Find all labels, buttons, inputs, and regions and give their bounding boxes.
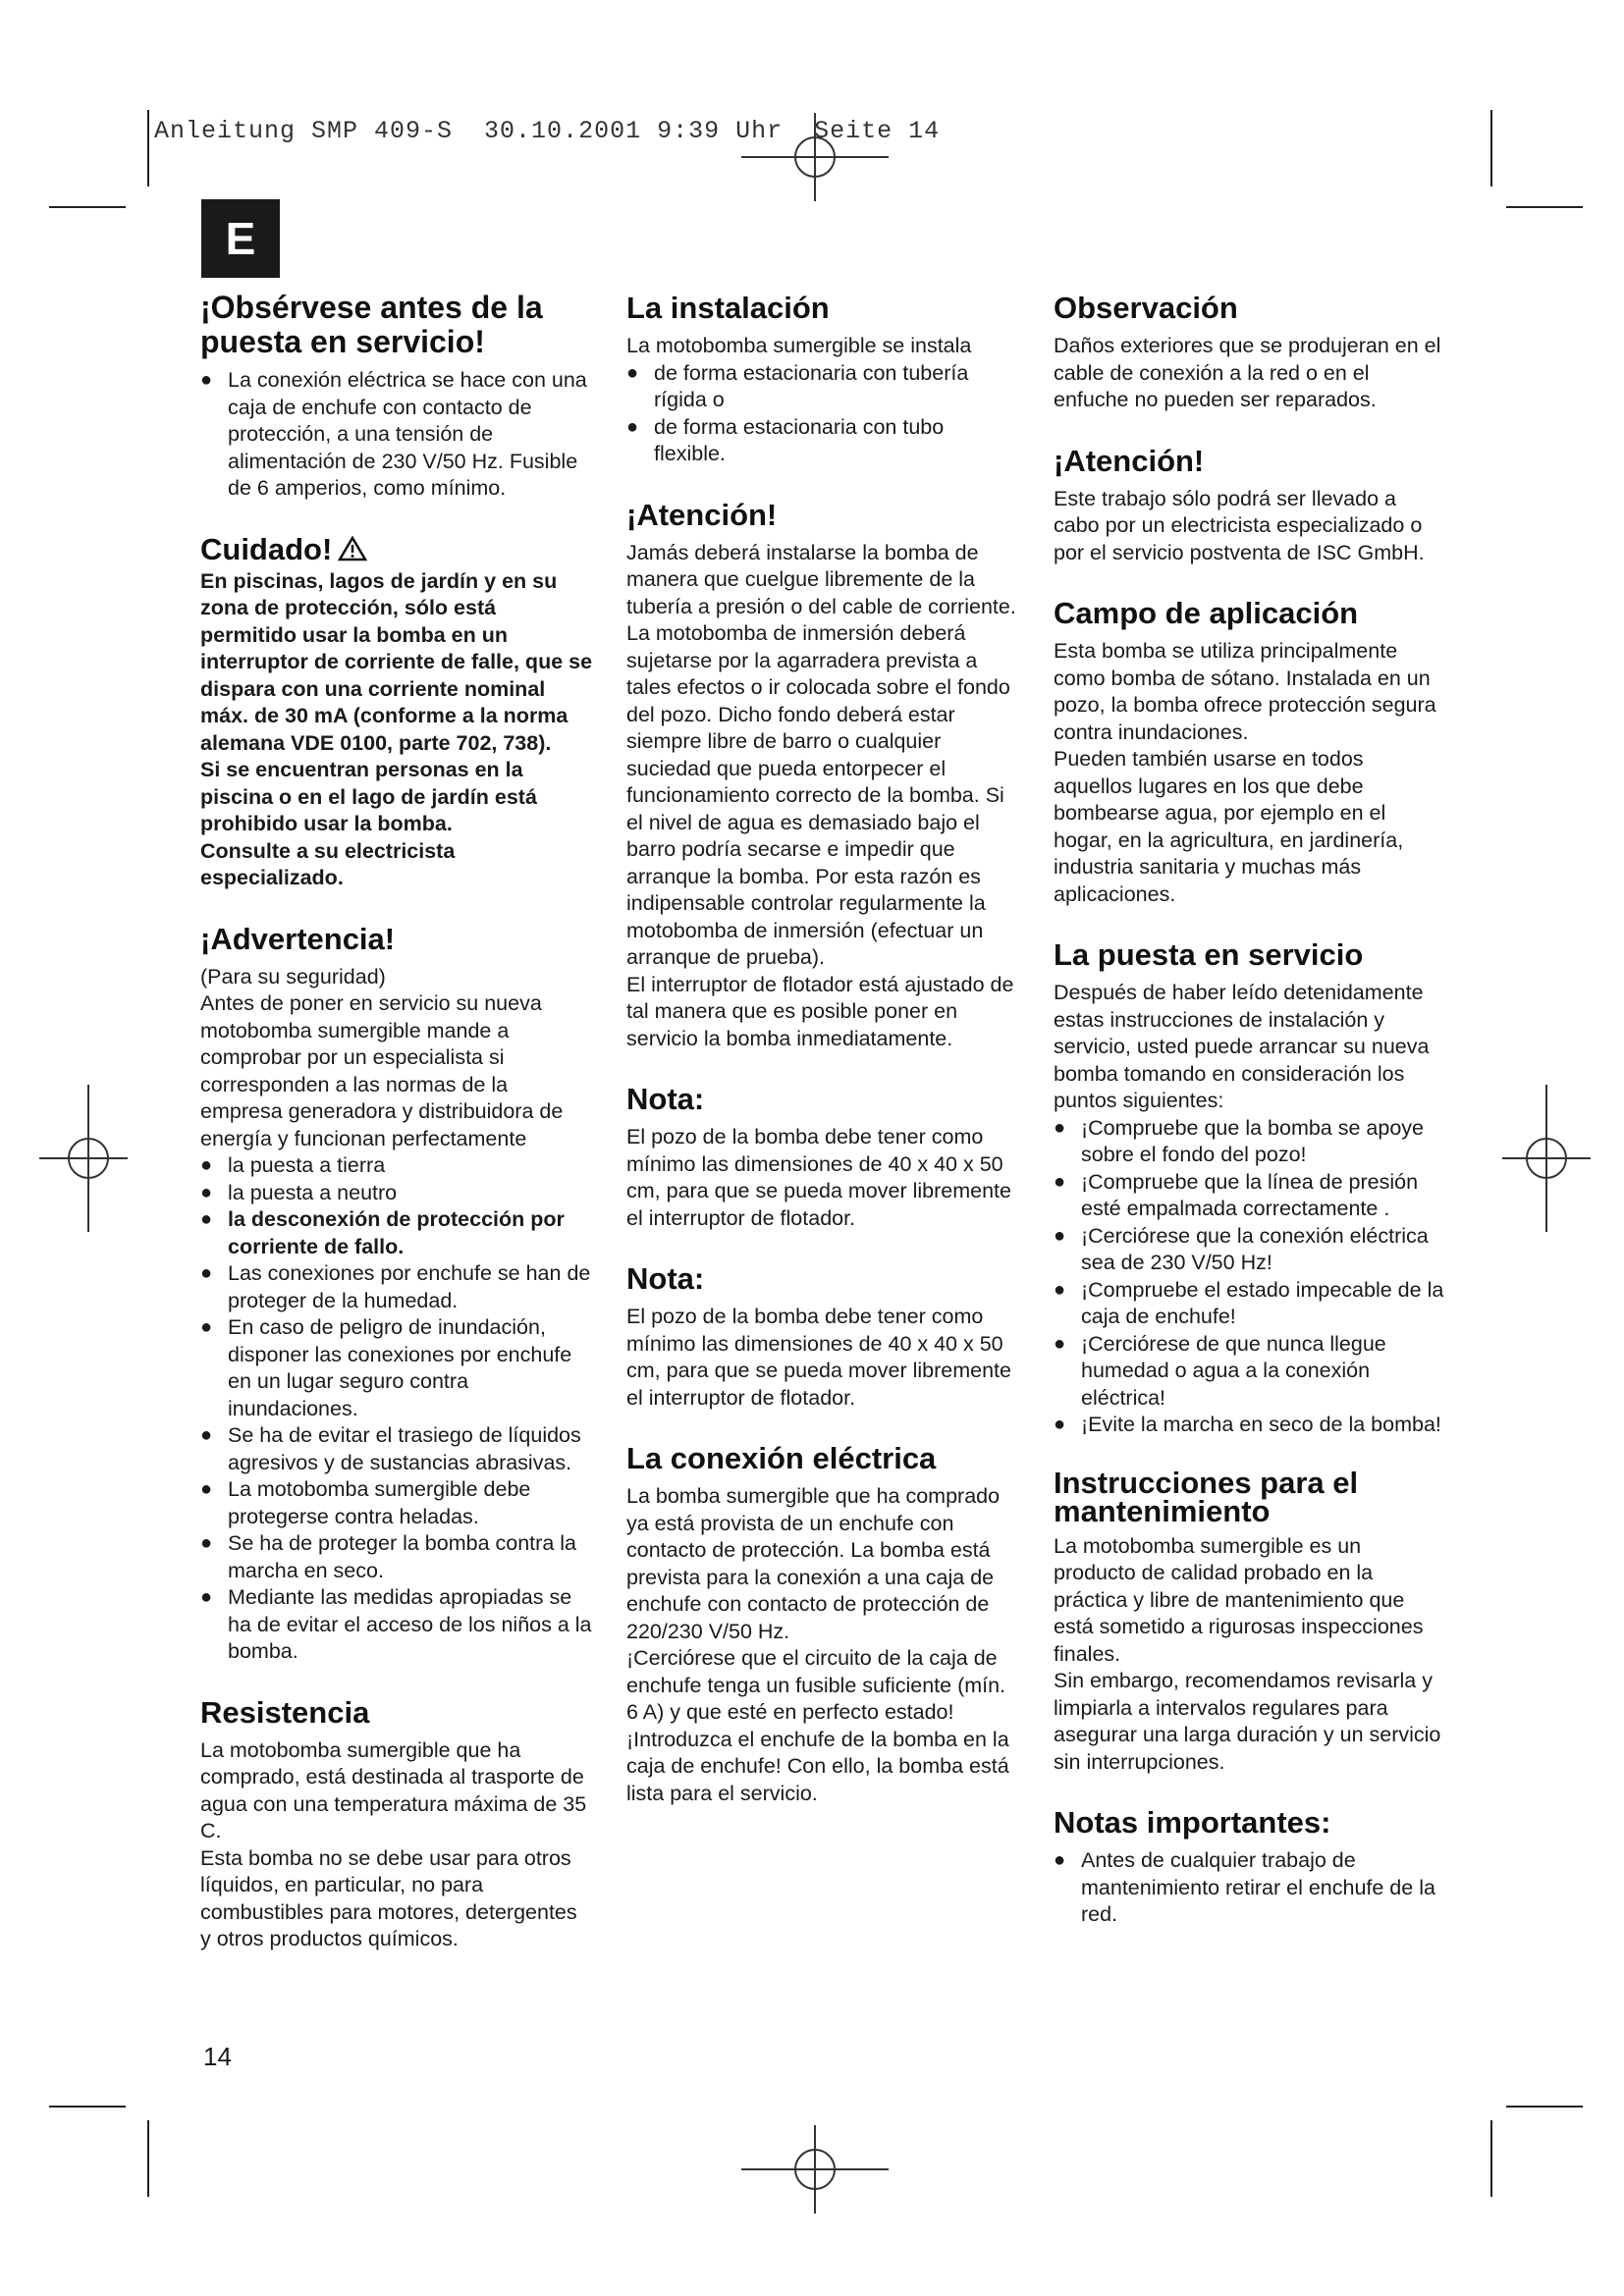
list-item: ● La conexión eléctrica se hace con una caja de enchufe con contacto de protección, a una tensión de alimentación de 230 V/50 Hz. Fusible de 6 amperios, como mínimo. — [200, 367, 593, 503]
paragraph: (Para su seguridad) — [200, 964, 386, 988]
paragraph: Pueden también usarse en todos aquellos lugares en los que debe bombearse agua, por ejemplo en el hogar, en la agricultura, en jardinería, industria sanitaria y muchas más aplicaciones. — [1054, 747, 1404, 906]
section-attention — [626, 498, 1019, 1053]
paragraph: Antes de poner en servicio su nueva motobomba sumergible mande a comprobar por un especialista si corresponden a las normas de la empresa generadora y distribuidora de energía y funcionan perfectamente — [200, 991, 564, 1150]
bullet-list — [1054, 1115, 1446, 1439]
paragraph: Este trabajo sólo podrá ser llevado a cabo por un electricista especializado o por el servicio postventa de ISC GmbH. — [1054, 486, 1425, 564]
paragraph: ¡Cerciórese que el circuito de la caja de enchufe tenga un fusible suficiente (mín. 6 A) y que esté en perfecto estado! — [626, 1646, 1006, 1724]
list-item: ● Se ha de proteger la bomba contra la marcha en seco. — [200, 1530, 593, 1584]
paragraph: Sin embargo, recomendamos revisarla y limpiarla a intervalos regulares para asegurar una larga duración y un servicio sin interrupciones. — [1054, 1669, 1441, 1774]
section-title: Campo de aplicación — [1054, 596, 1359, 630]
list-item: ● La motobomba sumergible debe protegerse contra heladas. — [200, 1476, 593, 1530]
list-item: ● la puesta a neutro — [200, 1180, 593, 1207]
section-startup — [1054, 937, 1446, 1439]
section-title: La conexión eléctrica — [626, 1441, 937, 1475]
crop-mark — [1490, 2120, 1492, 2197]
paragraph: ¡Introduzca el enchufe de la bomba en la caja de enchufe! Con ello, la bomba está lista para el servicio. — [626, 1727, 1009, 1805]
list-item: ● ¡Evite la marcha en seco de la bomba! — [1054, 1412, 1446, 1439]
paragraph: Después de haber leído detenidamente estas instrucciones de instalación y servicio, usted puede arrancar su nueva bomba tomando en consideración los puntos siguientes: — [1054, 981, 1430, 1112]
paragraph: Daños exteriores que se produjeran en el cable de conexión a la red o en el enfuche no pueden ser reparados. — [1054, 334, 1441, 411]
section-attention — [1054, 444, 1446, 567]
crop-mark — [147, 110, 149, 187]
paragraph: El pozo de la bomba debe tener como mínimo las dimensiones de 40 x 40 x 50 cm, para que se pueda mover libremente el interruptor de flotador. — [626, 1125, 1011, 1230]
column-3 — [1054, 291, 1446, 1958]
crop-mark — [1506, 206, 1583, 208]
section-installation — [626, 291, 1019, 468]
registration-mark-icon — [1502, 1085, 1591, 1232]
section-note-1 — [626, 1082, 1019, 1232]
registration-mark-icon — [741, 2125, 889, 2214]
section-title: Instrucciones para el mantenimiento — [1054, 1465, 1359, 1528]
list-item: ● Las conexiones por enchufe se han de proteger de la humedad. — [200, 1260, 593, 1314]
list-item: ● ¡Compruebe que la bomba se apoye sobre el fondo del pozo! — [1054, 1115, 1446, 1169]
section-title: Observación — [1054, 291, 1238, 325]
paragraph: Si se encuentran personas en la piscina o en el lago de jardín está prohibido usar la bomba. — [200, 758, 537, 835]
bullet-list — [200, 1152, 593, 1666]
language-tab: E — [201, 199, 280, 278]
list-item: ● la desconexión de protección por corriente de fallo. — [200, 1206, 593, 1260]
section-title — [200, 532, 593, 566]
section-title: Nota: — [626, 1261, 705, 1296]
section-electrical — [626, 1441, 1019, 1807]
list-item: ● ¡Cerciórese de que nunca llegue humedad o agua a la conexión eléctrica! — [1054, 1331, 1446, 1413]
section-resistance — [200, 1695, 593, 1953]
section-note-2 — [626, 1261, 1019, 1412]
bullet-list — [1054, 1847, 1446, 1929]
crop-mark — [49, 206, 126, 208]
section-application — [1054, 596, 1446, 908]
paragraph: La motobomba sumergible se instala — [626, 334, 972, 357]
paragraph: La motobomba sumergible que ha comprado, está destinada al trasporte de agua con una temperatura máxima de 35 C. — [200, 1737, 587, 1842]
crop-mark — [1506, 2106, 1583, 2108]
page-number: 14 — [203, 2042, 232, 2071]
list-item: ● En caso de peligro de inundación, disponer las conexiones por enchufe en un lugar seguro contra inundaciones. — [200, 1314, 593, 1422]
section-title: ¡Obsérvese antes de la puesta en servicio! — [200, 290, 543, 359]
list-item: ● de forma estacionaria con tubo flexible. — [626, 414, 1019, 468]
paragraph: Jamás deberá instalarse la bomba de manera que cuelgue libremente de la tubería a presión o del cable de corriente. La motobomba de inmersión deberá sujetarse por la agarradera prevista a tales efectos o ir colocada sobre el fondo del pozo. Dicho fondo deberá estar siempre libre de barro o cualquier suciedad que pueda entorpecer el funcionamiento correcto de la bomba. Si el nivel de agua es demasiado bajo el barro podría secarse e impedir que arranque la bomba. Por esta razón es indipensable controlar regularmente la motobomba de inmersión (efectuar un arranque de prueba). — [626, 540, 1016, 969]
section-observe — [200, 291, 593, 503]
paragraph: Esta bomba se utiliza principalmente como bomba de sótano. Instalada en un pozo, la bomba ofrece protección segura contra inundaciones. — [1054, 639, 1436, 744]
paragraph: En piscinas, lagos de jardín y en su zona de protección, sólo está permitido usar la bomba en un interruptor de corriente de falle, que se dispara con una corriente nominal máx. de 30 mA (conforme a la norma alemana VDE 0100, parte 702, 738). — [200, 568, 593, 755]
section-title: La instalación — [626, 291, 830, 325]
section-title: Resistencia — [200, 1694, 370, 1730]
section-title: ¡Advertencia! — [200, 921, 396, 956]
list-item: ● de forma estacionaria con tubería rígida o — [626, 360, 1019, 414]
section-important — [1054, 1805, 1446, 1929]
section-title: Notas importantes: — [1054, 1805, 1331, 1840]
section-title: La puesta en servicio — [1054, 937, 1364, 972]
list-item: ● la puesta a tierra — [200, 1152, 593, 1180]
caution-title-text: Cuidado! — [200, 531, 333, 566]
bullet-list — [200, 367, 593, 503]
list-item: ● ¡Compruebe el estado impecable de la caja de enchufe! — [1054, 1277, 1446, 1331]
crop-mark — [49, 2106, 126, 2108]
warning-triangle-icon — [338, 536, 367, 561]
bullet-list — [626, 360, 1019, 468]
registration-mark-icon — [39, 1085, 128, 1232]
paragraph: Consulte a su electricista especializado. — [200, 838, 456, 889]
list-item: ● Se ha de evitar el trasiego de líquidos agresivos y de sustancias abrasivas. — [200, 1422, 593, 1476]
column-2 — [626, 291, 1019, 1837]
section-title: Nota: — [626, 1082, 705, 1116]
section-caution — [200, 532, 593, 892]
registration-mark-icon — [741, 113, 889, 201]
paragraph: La motobomba sumergible es un producto de calidad probado en la práctica y libre de mantenimiento que está sometido a rigurosas inspecciones finales. — [1054, 1533, 1424, 1666]
section-warning — [200, 922, 593, 1666]
section-observation — [1054, 291, 1446, 414]
crop-mark — [1490, 110, 1492, 187]
print-slug: Anleitung SMP 409-S 30.10.2001 9:39 Uhr Seite 14 — [154, 117, 941, 145]
column-1 — [200, 291, 593, 1983]
paragraph: La bomba sumergible que ha comprado ya está provista de un enchufe con contacto de protección. La bomba está prevista para la conexión a una caja de enchufe con contacto de protección de 220/230 V/50 Hz. — [626, 1484, 1001, 1643]
paragraph: El pozo de la bomba debe tener como mínimo las dimensiones de 40 x 40 x 50 cm, para que se pueda mover libremente el interruptor de flotador. — [626, 1305, 1011, 1410]
section-title: ¡Atención! — [1054, 443, 1205, 478]
list-item: ● ¡Cerciórese que la conexión eléctrica sea de 230 V/50 Hz! — [1054, 1223, 1446, 1277]
list-item: ● ¡Compruebe que la línea de presión esté empalmada correctamente . — [1054, 1169, 1446, 1223]
crop-mark — [147, 2120, 149, 2197]
section-title: ¡Atención! — [626, 497, 778, 532]
section-maintenance — [1054, 1465, 1446, 1777]
list-item: ● Mediante las medidas apropiadas se ha de evitar el acceso de los niños a la bomba. — [200, 1584, 593, 1666]
list-item: ● Antes de cualquier trabajo de mantenimiento retirar el enchufe de la red. — [1054, 1847, 1446, 1929]
paragraph: Esta bomba no se debe usar para otros líquidos, en particular, no para combustibles para motores, detergentes y otros productos químicos. — [200, 1845, 577, 1950]
paragraph: El interruptor de flotador está ajustado de tal manera que es posible poner en servicio la bomba inmediatamente. — [626, 972, 1014, 1050]
